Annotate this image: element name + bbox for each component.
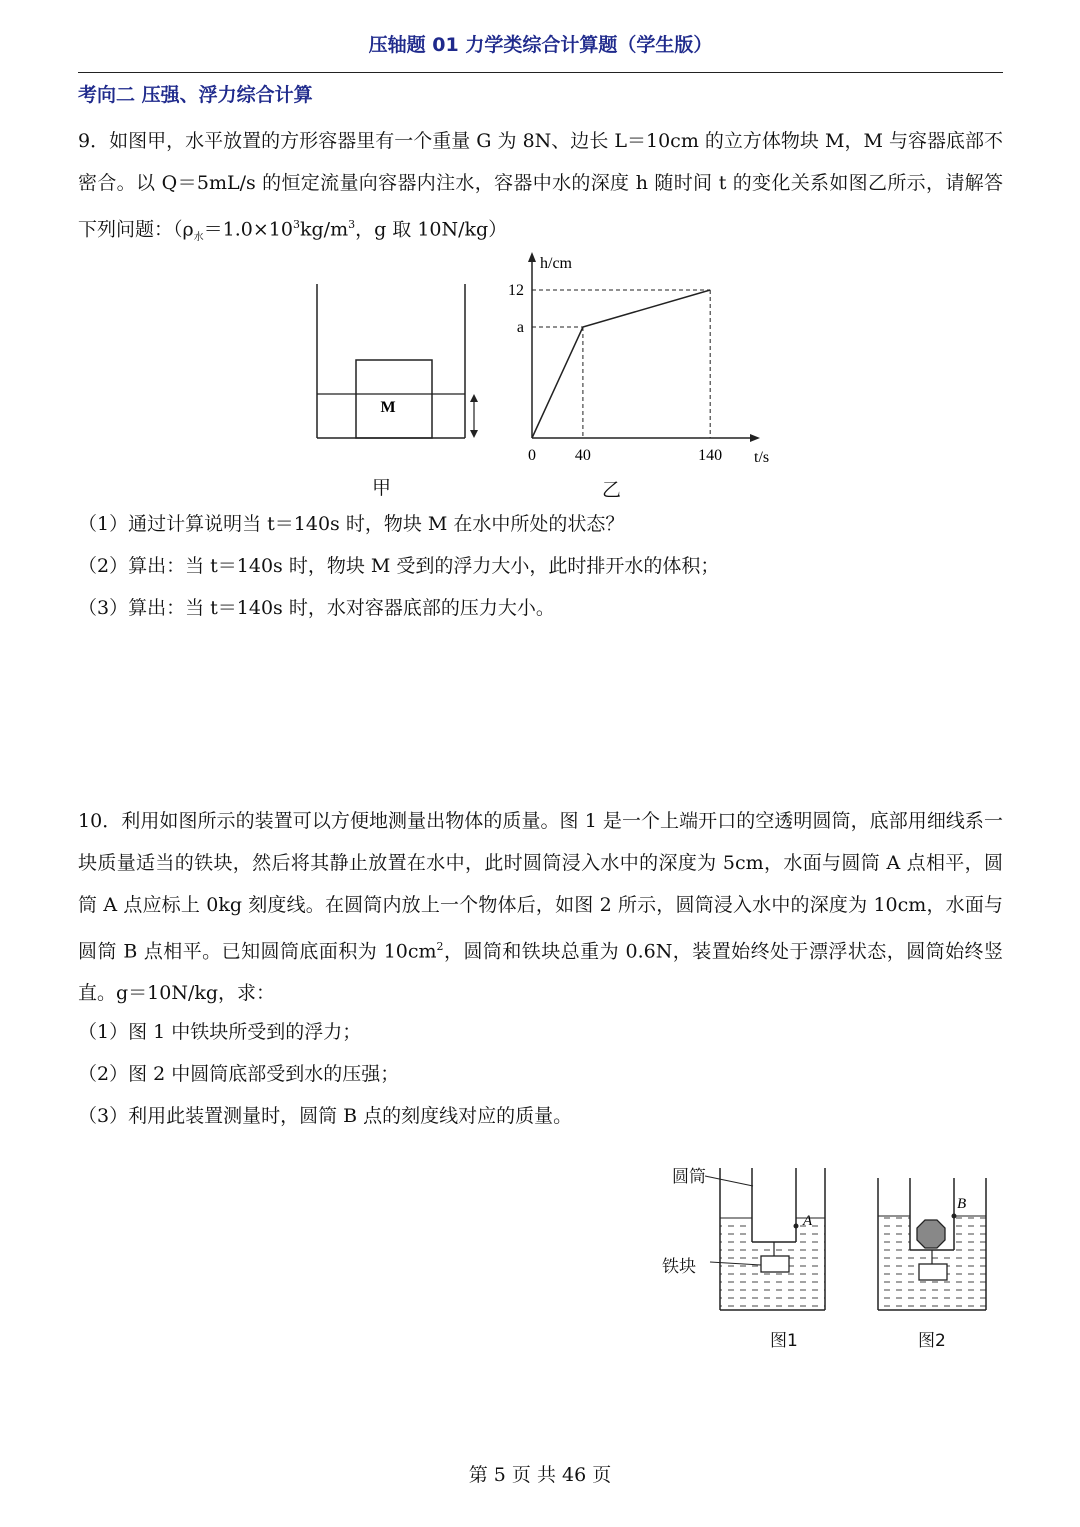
figure-jia	[300, 280, 500, 450]
x-tick-label: 40	[574, 447, 591, 464]
x-tick-label: 0	[528, 447, 536, 464]
figure-1	[705, 1168, 825, 1310]
figure-2-caption: 图2	[918, 1331, 946, 1351]
y-axis-arrow	[528, 252, 536, 262]
y-tick-label-12: 12	[508, 282, 524, 299]
point-a	[794, 1224, 799, 1229]
object-in-tube	[917, 1220, 945, 1248]
q9-sub3: （3）算出：当 t＝140s 时，水对容器底部的压力大小。	[78, 597, 555, 619]
series-line	[532, 290, 710, 438]
q10-sub3: （3）利用此装置测量时，圆筒 B 点的刻度线对应的质量。	[78, 1105, 573, 1127]
figure-1-and-2	[655, 1150, 1005, 1355]
q9-sub2: （2）算出：当 t＝140s 时，物块 M 受到的浮力大小，此时排开水的体积；	[78, 555, 720, 577]
q10-sub2: （2）图 2 中圆筒底部受到水的压强；	[78, 1063, 400, 1085]
figure-jia-caption: 甲	[372, 477, 392, 499]
point-a-label: A	[803, 1213, 813, 1229]
x-axis-label: t/s	[754, 449, 770, 466]
figure-yi-caption: 乙	[602, 479, 622, 501]
figure-2	[878, 1178, 986, 1310]
q9-stem: 9．如图甲，水平放置的方形容器里有一个重量 G 为 8N、边长 L＝10cm 的立方体物块 M，M 与容器底部不密合。以 Q＝5mL/s 的恒定流量向容器内注水，容器中水的深度 h 随时间 t 的变化关系如图乙所示，请解答下列问题：（$\rho_水=1.0\times 10^3kg/m^3$，g 取 10N/kg）	[78, 130, 1003, 244]
figure-1-caption: 图1	[770, 1331, 798, 1351]
iron-block-2	[919, 1264, 947, 1280]
q9-sub1: （1）通过计算说明当 t＝140s 时，物块 M 在水中所处的状态？	[78, 513, 625, 535]
point-b-label: B	[957, 1196, 967, 1212]
tube-leader-line	[705, 1176, 753, 1186]
figure-yi-chart	[500, 248, 770, 468]
block-m-label: M	[380, 399, 396, 416]
iron-label: 铁块	[662, 1257, 696, 1277]
page-footer: 第 5 页 共 46 页	[468, 1464, 612, 1486]
iron-block-1	[761, 1256, 789, 1272]
x-axis-arrow	[750, 434, 760, 442]
tube-1	[752, 1168, 796, 1242]
header-divider	[78, 72, 1003, 73]
tube-label: 圆筒	[672, 1167, 706, 1187]
page-header: 压轴题 01 力学类综合计算题（学生版）	[368, 34, 713, 56]
q10-stem: 10．利用如图所示的装置可以方便地测量出物体的质量。图 1 是一个上端开口的空透明圆筒，底部用细线系一块质量适当的铁块，然后将其静止放置在水中，此时圆筒浸入水中的深度为 5cm，水面与圆筒 A 点相平，圆筒 A 点应标上 0kg 刻度线。在圆筒内放上一个物体后，如图 2 所示，圆筒浸入水中的深度为 10cm，水面与圆筒 B 点相平。已知圆筒底面积为 $10cm^2$，圆筒和铁块总重为 0.6N，装置始终处于漂浮状态，圆筒始终竖直。g＝10N/kg，求：	[78, 810, 1004, 1005]
point-b	[952, 1214, 957, 1219]
x-tick-label: 140	[698, 447, 723, 464]
y-tick-label-a: a	[516, 319, 524, 336]
y-axis-label: h/cm	[540, 255, 572, 272]
section-title: 考向二 压强、浮力综合计算	[78, 84, 313, 106]
q10-sub1: （1）图 1 中铁块所受到的浮力；	[78, 1021, 362, 1043]
